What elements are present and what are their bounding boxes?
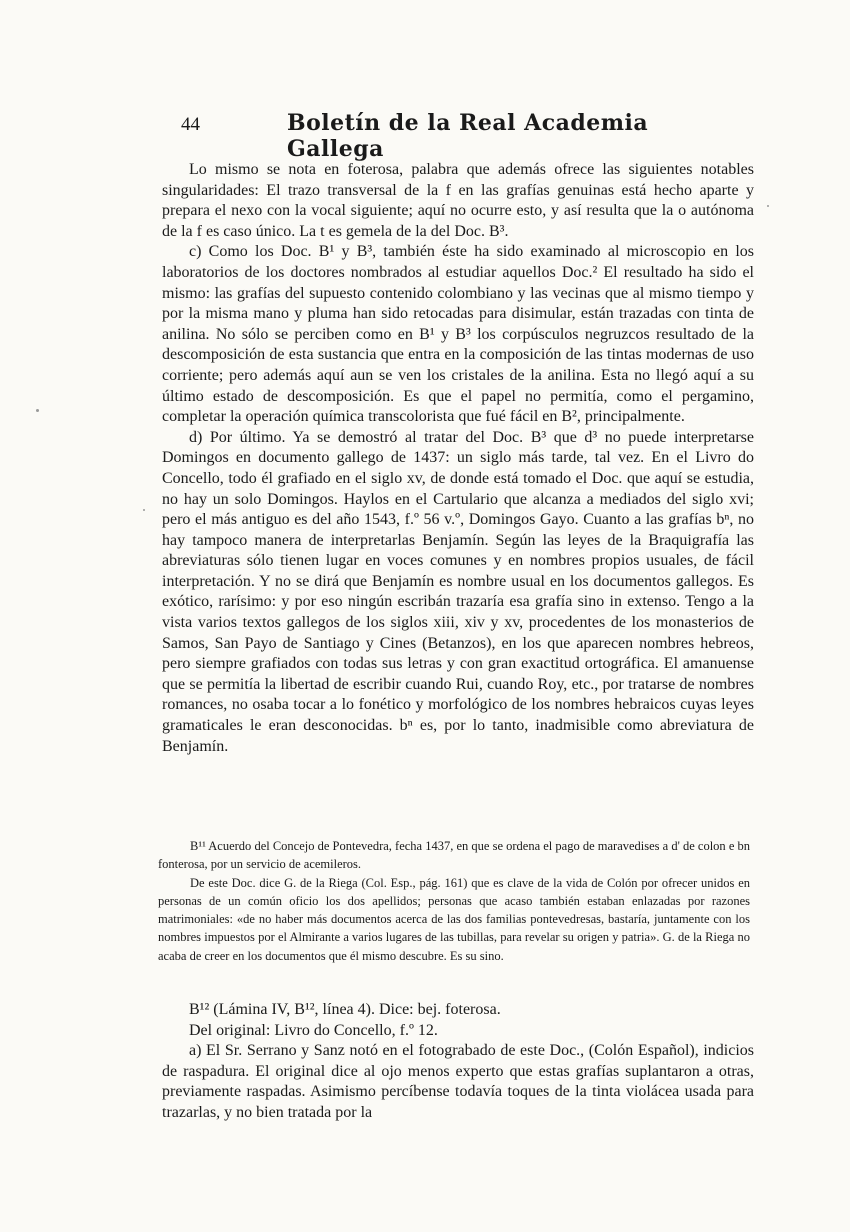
entry-source: Del original: Livro do Concello, f.º 12. <box>189 1021 438 1039</box>
page-number: 44 <box>181 114 200 135</box>
footnote: De este Doc. dice G. de la Riega (Col. Esp., pág. 161) que es clave de la vida de Colón por ofrecer unidos en personas de un común oficio los dos apellidos; personas que acaso también estaban enlazadas por razones matrimoniales: «de no haber más documentos acerca de las dos familias pontevedresas, bastaría, juntamente con los nombres impuestos por el Almirante a varios lugares de las tubillas, para revelar su origen y patria». G. de la Riega no acaba de creer en los documentos que él mismo descubre. Es su sino. <box>158 875 750 963</box>
footnotes <box>158 837 750 965</box>
paper-speck <box>36 409 39 412</box>
paper-speck <box>143 509 145 511</box>
paragraph: c) Como los Doc. B¹ y B³, también éste ha sido examinado al microscopio en los laboratorios de los doctores nombrados al estudiar aquellos Doc.² El resultado ha sido el mismo: las grafías del supuesto contenido colombiano y las vecinas que al mismo tiempo y por la misma mano y pluma han sido retocadas para disimular, están trazadas con tinta de anilina. No sólo se perciben como en B¹ y B³ los corpúsculos negruzcos resultado de la descomposición de esta sustancia que entra en la composición de las tintas modernas de uso corriente; pero además aquí aun se ven los cristales de la anilina. Esta no llegó aquí a su último estado de descomposición. Es que el papel no permitía, como el pergamino, completar la operación química transcolorista que fué fácil en B², principalmente. <box>162 243 754 426</box>
entry-heading: B¹² (Lámina IV, B¹², línea 4). Dice: bej. foterosa. <box>189 1001 501 1018</box>
paragraph: a) El Sr. Serrano y Sanz notó en el fotograbado de este Doc., (Colón Español), indicios de raspadura. El original dice al ojo menos experto que estas grafías suplantaron a otras, previamente raspadas. Asimismo percíbense todavía toques de la tinta violácea usada para trazarlas, y no bien tratada por la <box>162 1042 754 1121</box>
next-entry <box>162 1000 754 1124</box>
footnote: B¹¹ Acuerdo del Concejo de Pontevedra, fecha 1437, en que se ordena el pago de maravedises a d' de colon e bn fonterosa, por un servicio de acemileros. <box>158 839 750 872</box>
paper-speck <box>767 205 769 207</box>
page-header <box>175 108 735 162</box>
paragraph: d) Por último. Ya se demostró al tratar del Doc. B³ que d³ no puede interpretarse Domingos en documento gallego de 1437: un siglo más tarde, tal vez. En el Livro do Concello, todo él grafiado en el siglo xv, de donde está tomado el Doc. que aquí se estudia, no hay un solo Domingos. Haylos en el Cartulario que alcanza a mediados del siglo xvi; pero el más antiguo es del año 1543, f.º 56 v.º, Domingos Gayo. Cuanto a las grafías bⁿ, no hay tampoco manera de interpretarlas Benjamín. Según las leyes de la Braquigrafía las abreviaturas sólo tienen lugar en voces comunes y en nombres propios usuales, de fácil interpretación. Y no se dirá que Benjamín es nombre usual en los documentos gallegos. Es exótico, rarísimo: y por eso ningún escribán trazaría esa grafía sino in extenso. Tengo a la vista varios textos gallegos de los siglos xiii, xiv y xv, procedentes de los monasterios de Samos, San Payo de Santiago y Cines (Betanzos), en los que aparecen nombres hebreos, pero siempre grafiados con todas sus letras y con gran exactitud ortográfica. El amanuense que se permitía la libertad de escribir cuando Rui, cuando Roy, etc., por tratarse de nombres romances, no osaba tocar a lo fonético y morfológico de los nombres hebraicos cuyas leyes gramaticales le eran desconocidas. bⁿ es, por lo tanto, inadmisible como abreviatura de Benjamín. <box>162 428 754 755</box>
running-title: Boletín de la Real Academia Gallega <box>287 110 649 162</box>
main-text <box>162 160 754 757</box>
paragraph: Lo mismo se nota en foterosa, palabra que además ofrece las siguientes notables singularidades: El trazo transversal de la f en las grafías genuinas está hecho aparte y prepara el nexo con la vocal siguiente; aquí no ocurre esto, y así resulta que la o autónoma de la f es caso único. La t es gemela de la del Doc. B³. <box>162 161 754 240</box>
